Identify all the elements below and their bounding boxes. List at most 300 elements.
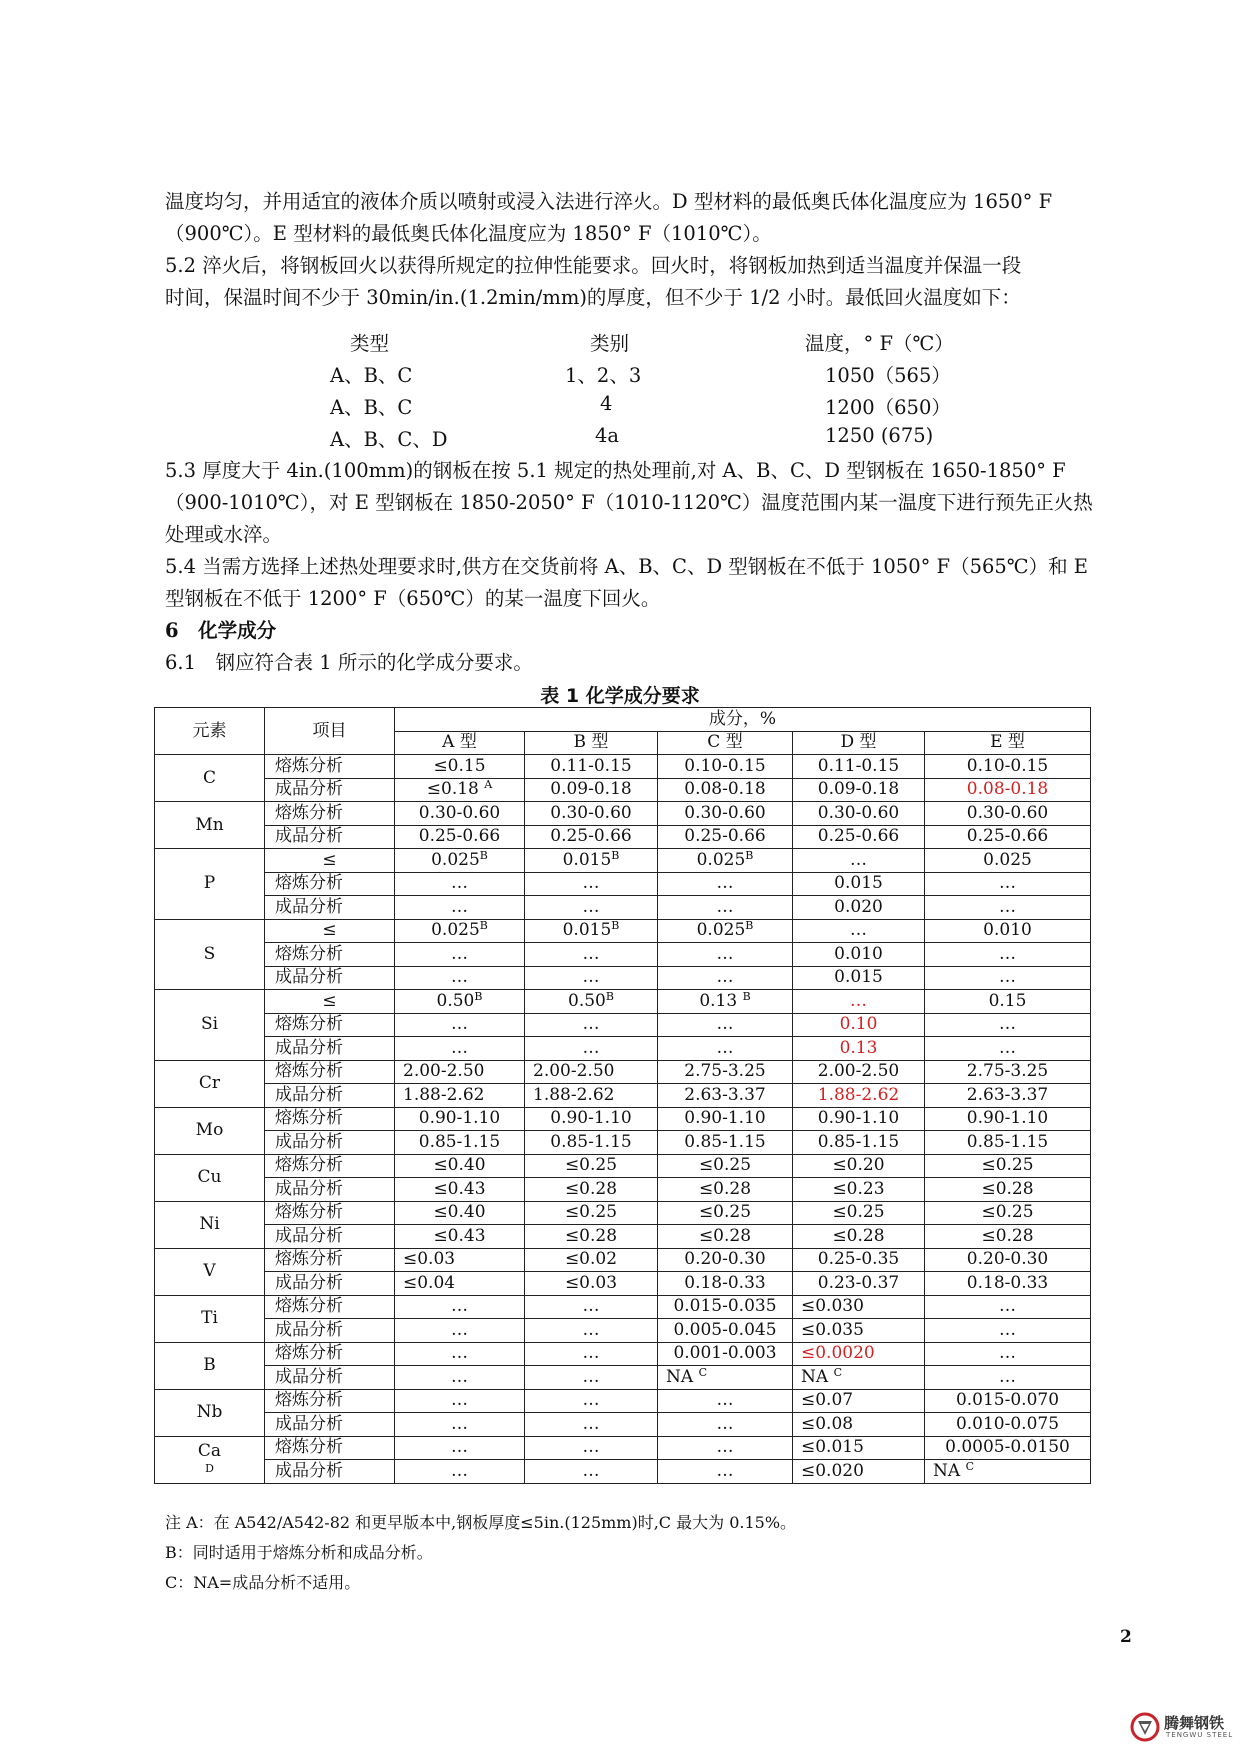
value-text: 0.025: [696, 920, 746, 941]
item-cell: 熔炼分析: [265, 1154, 395, 1178]
value-cell: ≤0.28: [525, 1178, 658, 1202]
value-cell-highlighted: 0.13: [793, 1037, 925, 1061]
element-cell: Cu: [155, 1154, 265, 1201]
value-cell: ≤0.23: [793, 1178, 925, 1202]
value-cell: 2.63-3.37: [658, 1084, 793, 1108]
temper-header-class: 类别: [590, 332, 630, 355]
value-cell: …: [658, 1413, 793, 1437]
item-cell: 成品分析: [265, 896, 395, 920]
table-row: [155, 1460, 1091, 1484]
value-cell: 0.90-1.10: [395, 1107, 525, 1131]
value-cell: 0.20-0.30: [658, 1248, 793, 1272]
value-cell: 0.90-1.10: [525, 1107, 658, 1131]
value-cell: ≤0.08: [793, 1413, 925, 1437]
value-cell: ≤0.25: [525, 1201, 658, 1225]
value-cell: …: [658, 896, 793, 920]
item-cell: 成品分析: [265, 1272, 395, 1296]
header-item: 项目: [265, 708, 395, 755]
header-type: D 型: [793, 731, 925, 755]
table-row: [155, 1366, 1091, 1390]
item-cell: 熔炼分析: [265, 872, 395, 896]
value-cell: 0.25-0.66: [525, 825, 658, 849]
value-cell: [395, 849, 525, 873]
table-row: [155, 1154, 1091, 1178]
body-text: [165, 186, 1130, 314]
value-cell: ≤0.02: [525, 1248, 658, 1272]
company-logo: [1130, 1710, 1235, 1746]
value-cell: 1.88-2.62: [525, 1084, 658, 1108]
temper-cell: 4: [600, 392, 613, 415]
table-row: [155, 943, 1091, 967]
note-c: C：NA=成品分析不适用。: [165, 1573, 361, 1592]
value-cell: …: [525, 1460, 658, 1484]
value-cell: ≤0.28: [525, 1225, 658, 1249]
table-row: [155, 1342, 1091, 1366]
item-cell: 成品分析: [265, 1366, 395, 1390]
value-cell: …: [525, 1366, 658, 1390]
value-cell: …: [395, 1389, 525, 1413]
value-cell: …: [395, 1413, 525, 1437]
table-row: [155, 1295, 1091, 1319]
table-title: 表 1 化学成分要求: [540, 685, 700, 707]
value-cell: ≤0.25: [793, 1201, 925, 1225]
value-cell: …: [658, 943, 793, 967]
table-row: [155, 1248, 1091, 1272]
table-row: [155, 1013, 1091, 1037]
value-cell: …: [395, 1013, 525, 1037]
paragraph-line: （900-1010℃），对 E 型钢板在 1850-2050° F（1010-1120℃）温度范围内某一温度下进行预先正火热: [165, 491, 1093, 514]
value-cell: ≤0.03: [525, 1272, 658, 1296]
footnote-mark: B: [745, 919, 754, 933]
element-cell: S: [155, 919, 265, 990]
table-row: [155, 1084, 1091, 1108]
item-cell: 熔炼分析: [265, 1248, 395, 1272]
value-cell: ≤0.28: [658, 1178, 793, 1202]
paragraph-line: 时间，保温时间不少于 30min/in.(1.2min/mm)的厚度，但不少于 1/2 小时。最低回火温度如下：: [165, 286, 1021, 309]
footnote-mark: B: [611, 848, 620, 862]
value-cell: [395, 919, 525, 943]
value-cell: …: [925, 1342, 1091, 1366]
paragraph-line: 6.1 钢应符合表 1 所示的化学成分要求。: [165, 651, 533, 674]
element-cell: Si: [155, 990, 265, 1061]
value-cell: …: [925, 872, 1091, 896]
value-cell: …: [525, 872, 658, 896]
value-cell: 0.20-0.30: [925, 1248, 1091, 1272]
value-text: NA: [933, 1460, 961, 1481]
value-cell: …: [395, 1436, 525, 1460]
value-cell: 0.015: [793, 872, 925, 896]
value-cell: …: [658, 1037, 793, 1061]
value-cell: ≤0.28: [793, 1225, 925, 1249]
value-cell: 0.30-0.60: [658, 802, 793, 826]
value-cell: 0.015-0.070: [925, 1389, 1091, 1413]
value-cell: ≤0.28: [925, 1225, 1091, 1249]
header-type: B 型: [525, 731, 658, 755]
value-cell: ≤0.030: [793, 1295, 925, 1319]
element-cell: Mn: [155, 802, 265, 849]
item-cell: ≤: [265, 849, 395, 873]
value-cell: …: [395, 872, 525, 896]
value-cell: …: [525, 1413, 658, 1437]
value-cell: 0.001-0.003: [658, 1342, 793, 1366]
temper-header-row: [300, 328, 1000, 358]
item-cell: 熔炼分析: [265, 1107, 395, 1131]
item-cell: 熔炼分析: [265, 755, 395, 779]
footnote-mark: C: [965, 1459, 974, 1473]
value-cell: 0.23-0.37: [793, 1272, 925, 1296]
value-cell: 0.90-1.10: [793, 1107, 925, 1131]
footnote-mark: A: [484, 778, 493, 792]
table-row: [155, 1060, 1091, 1084]
temper-cell: 1、2、3: [565, 364, 642, 387]
value-cell: 0.025: [925, 849, 1091, 873]
value-cell: [395, 778, 525, 802]
value-cell: …: [925, 943, 1091, 967]
header-type: A 型: [395, 731, 525, 755]
value-cell: ≤0.25: [658, 1201, 793, 1225]
value-cell: …: [525, 1295, 658, 1319]
value-cell: ≤0.04: [395, 1272, 525, 1296]
footnote-mark: B: [742, 989, 751, 1003]
value-cell: [658, 1366, 793, 1390]
value-cell: 0.015-0.035: [658, 1295, 793, 1319]
value-cell-highlighted: …: [793, 990, 925, 1014]
value-cell: 0.08-0.18: [658, 778, 793, 802]
value-cell: 0.0005-0.0150: [925, 1436, 1091, 1460]
value-cell: …: [395, 966, 525, 990]
item-cell: 成品分析: [265, 1460, 395, 1484]
value-cell: 0.11-0.15: [793, 755, 925, 779]
value-cell: 0.18-0.33: [925, 1272, 1091, 1296]
paragraph-line: （900℃）。E 型材料的最低奥氏体化温度应为 1850° F（1010℃）。: [165, 222, 772, 245]
element-cell: Cr: [155, 1060, 265, 1107]
value-cell: …: [395, 1319, 525, 1343]
value-cell: 0.18-0.33: [658, 1272, 793, 1296]
footnote-mark: B: [479, 848, 488, 862]
item-cell: 熔炼分析: [265, 1342, 395, 1366]
item-cell: 熔炼分析: [265, 943, 395, 967]
table-row: [155, 872, 1091, 896]
item-cell: 熔炼分析: [265, 802, 395, 826]
value-cell: ≤0.020: [793, 1460, 925, 1484]
table-header-row: [155, 708, 1091, 732]
table-row: [155, 1436, 1091, 1460]
value-cell: 0.005-0.045: [658, 1319, 793, 1343]
value-cell: …: [925, 1319, 1091, 1343]
table-row: [155, 1319, 1091, 1343]
table-row: [155, 1131, 1091, 1155]
chemical-composition-table: [154, 707, 1091, 1484]
item-cell: 熔炼分析: [265, 1295, 395, 1319]
value-cell: [395, 990, 525, 1014]
item-cell: 成品分析: [265, 966, 395, 990]
value-cell: …: [395, 896, 525, 920]
table-row: [155, 1201, 1091, 1225]
value-cell: …: [525, 1436, 658, 1460]
page-number: 2: [1120, 1627, 1132, 1647]
header-type: E 型: [925, 731, 1091, 755]
value-cell: …: [525, 966, 658, 990]
value-cell: 0.30-0.60: [395, 802, 525, 826]
table-row: [155, 1413, 1091, 1437]
value-text: 0.50: [568, 990, 606, 1011]
value-cell: …: [525, 1013, 658, 1037]
footnote-mark: B: [611, 919, 620, 933]
value-cell: …: [525, 943, 658, 967]
item-cell: 成品分析: [265, 1037, 395, 1061]
value-cell: 1.88-2.62: [395, 1084, 525, 1108]
value-cell: …: [395, 943, 525, 967]
value-cell: 0.85-1.15: [395, 1131, 525, 1155]
value-cell-highlighted: 0.08-0.18: [925, 778, 1091, 802]
value-cell: 0.09-0.18: [525, 778, 658, 802]
value-cell: 0.09-0.18: [793, 778, 925, 802]
value-cell: [925, 1460, 1091, 1484]
temper-header-temp: 温度，° F（℃）: [805, 332, 954, 355]
footnote-mark: C: [833, 1365, 842, 1379]
value-text: 0.015: [562, 920, 612, 941]
value-cell: …: [395, 1342, 525, 1366]
item-cell: 成品分析: [265, 1084, 395, 1108]
table-row: [155, 825, 1091, 849]
logo-sub: TENGWU STEEL: [1166, 1731, 1234, 1739]
value-text: 0.025: [431, 920, 480, 941]
value-cell: 0.10-0.15: [658, 755, 793, 779]
table-row: [155, 778, 1091, 802]
note-b: B：同时适用于熔炼分析和成品分析。: [165, 1543, 433, 1562]
value-cell: ≤0.25: [525, 1154, 658, 1178]
paragraph-line: 5.2 淬火后，将钢板回火以获得所规定的拉伸性能要求。回火时，将钢板加热到适当温度并保温一段: [165, 254, 1022, 277]
value-cell: 0.85-1.15: [925, 1131, 1091, 1155]
temper-cell: 1250 (675): [825, 424, 934, 447]
value-cell: 0.11-0.15: [525, 755, 658, 779]
footnote-mark: B: [605, 989, 614, 1003]
item-cell: 成品分析: [265, 825, 395, 849]
value-cell: 0.25-0.66: [793, 825, 925, 849]
item-cell: 熔炼分析: [265, 1060, 395, 1084]
value-cell: ≤0.15: [395, 755, 525, 779]
header-element: 元素: [155, 708, 265, 755]
value-cell: 0.85-1.15: [793, 1131, 925, 1155]
value-cell: 0.010: [793, 943, 925, 967]
value-cell: …: [658, 872, 793, 896]
table-row: [155, 755, 1091, 779]
value-cell: [525, 849, 658, 873]
item-cell: 成品分析: [265, 1131, 395, 1155]
value-cell: …: [793, 919, 925, 943]
table-row: [155, 1225, 1091, 1249]
temper-row: [300, 360, 1000, 390]
table-row: [155, 849, 1091, 873]
value-cell: 0.30-0.60: [925, 802, 1091, 826]
value-cell: [793, 1366, 925, 1390]
value-cell: ≤0.20: [793, 1154, 925, 1178]
value-cell: [525, 919, 658, 943]
table-row: [155, 1037, 1091, 1061]
value-cell: [525, 990, 658, 1014]
value-cell: ≤0.25: [925, 1154, 1091, 1178]
value-cell: …: [525, 1319, 658, 1343]
value-cell: …: [658, 1460, 793, 1484]
value-cell: 0.85-1.15: [525, 1131, 658, 1155]
temper-cell: 1200（650）: [825, 396, 951, 419]
value-text: 0.13: [699, 990, 738, 1011]
table-row: [155, 1107, 1091, 1131]
table-row: [155, 1178, 1091, 1202]
section-heading: 6 化学成分: [165, 619, 277, 642]
value-cell: ≤0.40: [395, 1154, 525, 1178]
element-cell: [155, 1436, 265, 1483]
table-row: [155, 966, 1091, 990]
value-cell: ≤0.43: [395, 1178, 525, 1202]
element-cell: B: [155, 1342, 265, 1389]
value-cell: ≤0.40: [395, 1201, 525, 1225]
value-cell: 0.25-0.66: [925, 825, 1091, 849]
value-cell: …: [395, 1295, 525, 1319]
value-cell: 0.30-0.60: [793, 802, 925, 826]
item-cell: 熔炼分析: [265, 1201, 395, 1225]
value-cell: …: [925, 1013, 1091, 1037]
value-cell: 2.00-2.50: [793, 1060, 925, 1084]
value-cell: ≤0.015: [793, 1436, 925, 1460]
element-cell: C: [155, 755, 265, 802]
value-cell: …: [658, 966, 793, 990]
value-cell: …: [525, 1037, 658, 1061]
table-row: [155, 1389, 1091, 1413]
temper-row: [300, 424, 1000, 454]
item-cell: ≤: [265, 919, 395, 943]
table-row: [155, 990, 1091, 1014]
paragraph-line: 5.3 厚度大于 4in.(100mm)的钢板在按 5.1 规定的热处理前,对 A、B、C、D 型钢板在 1650-1850° F: [165, 459, 1066, 482]
value-cell: …: [793, 849, 925, 873]
value-cell: 2.63-3.37: [925, 1084, 1091, 1108]
value-text: NA: [666, 1366, 694, 1387]
value-cell: 0.90-1.10: [658, 1107, 793, 1131]
value-cell: 0.015: [793, 966, 925, 990]
footnote-mark: B: [745, 848, 754, 862]
value-cell: 0.010-0.075: [925, 1413, 1091, 1437]
temper-cell: A、B、C、D: [330, 428, 448, 451]
value-cell: …: [658, 1389, 793, 1413]
value-cell: …: [525, 1342, 658, 1366]
header-composition: 成分，%: [395, 708, 1091, 732]
paragraph-line: 处理或水淬。: [165, 523, 283, 546]
header-type: C 型: [658, 731, 793, 755]
item-cell: 成品分析: [265, 778, 395, 802]
temper-cell: 4a: [595, 424, 620, 447]
item-cell: 熔炼分析: [265, 1013, 395, 1037]
value-text: 0.025: [696, 849, 746, 870]
element-cell: V: [155, 1248, 265, 1295]
value-cell: …: [395, 1460, 525, 1484]
element-cell: Ni: [155, 1201, 265, 1248]
value-cell: …: [925, 1366, 1091, 1390]
table-row: [155, 919, 1091, 943]
element-cell: Nb: [155, 1389, 265, 1436]
logo-icon: [1130, 1712, 1160, 1742]
footnote-mark: B: [474, 989, 483, 1003]
item-cell: 成品分析: [265, 1178, 395, 1202]
table-row: [155, 896, 1091, 920]
value-cell: …: [925, 1037, 1091, 1061]
element-cell: P: [155, 849, 265, 920]
value-cell: …: [925, 896, 1091, 920]
value-cell: …: [925, 1295, 1091, 1319]
value-cell: 2.00-2.50: [525, 1060, 658, 1084]
element-cell: Ti: [155, 1295, 265, 1342]
note-a: 注 A：在 A542/A542-82 和更早版本中,钢板厚度≤5in.(125mm)时,C 最大为 0.15%。: [165, 1513, 797, 1532]
value-cell: 0.90-1.10: [925, 1107, 1091, 1131]
footnote-mark: D: [205, 1461, 214, 1475]
paragraph-line: 型钢板在不低于 1200° F（650℃）的某一温度下回火。: [165, 587, 661, 610]
footnote-mark: C: [698, 1365, 707, 1379]
value-cell: 0.10-0.15: [925, 755, 1091, 779]
value-cell-highlighted: 1.88-2.62: [793, 1084, 925, 1108]
value-cell: 0.30-0.60: [525, 802, 658, 826]
item-cell: ≤: [265, 990, 395, 1014]
table-notes: [165, 1508, 796, 1598]
value-cell: 2.75-3.25: [658, 1060, 793, 1084]
value-cell: ≤0.07: [793, 1389, 925, 1413]
value-cell: …: [658, 1013, 793, 1037]
logo-name: 腾舞钢铁: [1164, 1714, 1225, 1732]
value-cell: ≤0.035: [793, 1319, 925, 1343]
value-text: NA: [801, 1366, 829, 1387]
value-cell-highlighted: ≤0.0020: [793, 1342, 925, 1366]
value-cell: 0.010: [925, 919, 1091, 943]
temper-cell: 1050（565）: [825, 364, 951, 387]
value-cell: …: [395, 1037, 525, 1061]
value-cell: 0.020: [793, 896, 925, 920]
value-cell: ≤0.43: [395, 1225, 525, 1249]
element-cell: Mo: [155, 1107, 265, 1154]
paragraph-line: 温度均匀，并用适宜的液体介质以喷射或浸入法进行淬火。D 型材料的最低奥氏体化温度应为 1650° F: [165, 190, 1053, 213]
value-cell: 0.25-0.66: [658, 825, 793, 849]
body-text-2: [165, 455, 1130, 679]
value-text: 0.50: [436, 990, 475, 1011]
element-text: Ca: [197, 1440, 222, 1461]
value-cell: [658, 849, 793, 873]
temper-cell: A、B、C: [330, 396, 413, 419]
item-cell: 成品分析: [265, 1319, 395, 1343]
footnote-mark: B: [479, 919, 488, 933]
value-cell: 0.85-1.15: [658, 1131, 793, 1155]
value-cell: ≤0.03: [395, 1248, 525, 1272]
value-cell: …: [658, 1436, 793, 1460]
value-cell: 2.00-2.50: [395, 1060, 525, 1084]
item-cell: 成品分析: [265, 1413, 395, 1437]
value-cell: [658, 990, 793, 1014]
value-cell: …: [925, 966, 1091, 990]
value-text: 0.015: [562, 849, 612, 870]
value-cell: ≤0.25: [658, 1154, 793, 1178]
value-cell-highlighted: 0.10: [793, 1013, 925, 1037]
value-cell: …: [525, 1389, 658, 1413]
value-cell: 0.15: [925, 990, 1091, 1014]
item-cell: 熔炼分析: [265, 1436, 395, 1460]
temper-cell: A、B、C: [330, 364, 413, 387]
value-text: 0.025: [431, 849, 480, 870]
table-row: [155, 1272, 1091, 1296]
value-cell: ≤0.28: [658, 1225, 793, 1249]
value-cell: 2.75-3.25: [925, 1060, 1091, 1084]
paragraph-line: 5.4 当需方选择上述热处理要求时,供方在交货前将 A、B、C、D 型钢板在不低于 1050° F（565℃）和 E: [165, 555, 1089, 578]
temper-header-type: 类型: [350, 332, 390, 355]
value-cell: [658, 919, 793, 943]
value-cell: …: [395, 1366, 525, 1390]
value-cell: ≤0.25: [925, 1201, 1091, 1225]
item-cell: 熔炼分析: [265, 1389, 395, 1413]
